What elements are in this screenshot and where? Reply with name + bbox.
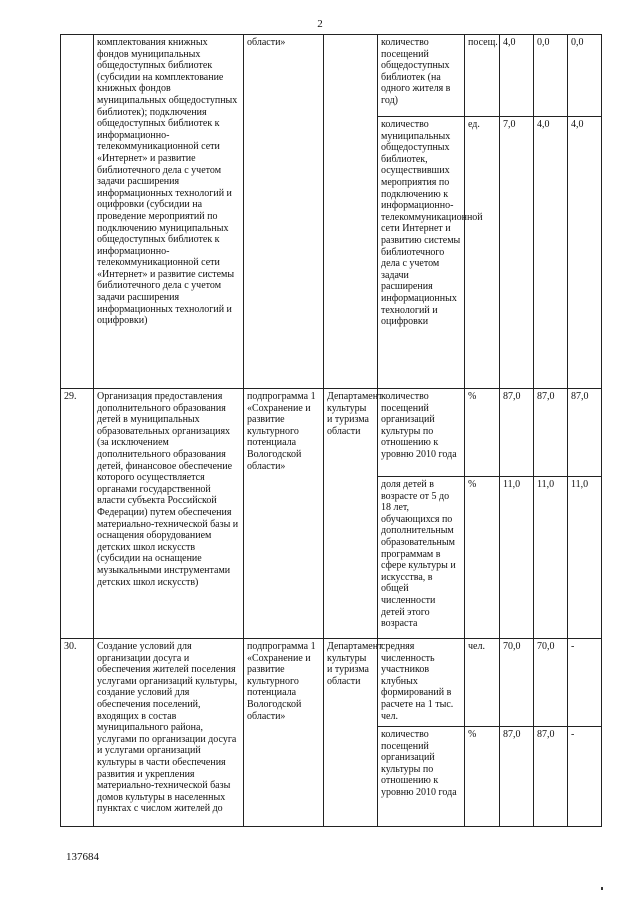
indicator-value-1: 7,0 <box>500 117 534 389</box>
indicator-unit: ед. <box>465 117 500 389</box>
subprogram: подпрограмма 1 «Сохранение и развитие культурного потенциала Вологодской области» <box>244 389 324 639</box>
indicator-value-3: 11,0 <box>568 477 602 639</box>
indicator-unit: посещ. <box>465 35 500 117</box>
indicator-value-3: 87,0 <box>568 389 602 477</box>
indicator-value-1: 4,0 <box>500 35 534 117</box>
row-number <box>61 35 94 389</box>
executor <box>324 35 378 389</box>
indicator-value-3: 0,0 <box>568 35 602 117</box>
indicator-value-1: 70,0 <box>500 639 534 727</box>
row-number: 29. <box>61 389 94 639</box>
scan-mark <box>601 887 603 890</box>
indicator-unit: % <box>465 727 500 827</box>
indicator-value-2: 87,0 <box>534 727 568 827</box>
event-name: комплектования книжных фондов муниципальных общедоступных библиотек (субсидии на комплектование книжных фондов муниципальных общедоступных библиотек); подключения общедоступных библиотек к информационно-телекоммуникационной сети «Интернет» и развитие библиотечного дела с учетом задачи расширения информационных технологий и оцифровки (субсидии на проведение мероприятий по подключению муниципальных общедоступных библиотек к информационно-телекоммуникационной сети «Интернет» и развитие системы библиотечного дела с учетом задачи расширения информационных технологий и оцифровки) <box>94 35 244 389</box>
indicator-unit: чел. <box>465 639 500 727</box>
indicator-value-2: 4,0 <box>534 117 568 389</box>
table-row <box>61 35 602 117</box>
executor: Департамент культуры и туризма области <box>324 639 378 827</box>
program-table <box>60 34 602 827</box>
subprogram: подпрограмма 1 «Сохранение и развитие культурного потенциала Вологодской области» <box>244 639 324 827</box>
indicator-value-2: 0,0 <box>534 35 568 117</box>
executor: Департамент культуры и туризма области <box>324 389 378 639</box>
document-id: 137684 <box>66 851 99 863</box>
indicator-value-1: 11,0 <box>500 477 534 639</box>
indicator-value-2: 11,0 <box>534 477 568 639</box>
event-name: Организация предоставления дополнительного образования детей в муниципальных образовательных организациях (за исключением дополнительного образования детей, финансовое обеспечение которого осуществляется органами государственной власти субъекта Российской Федерации) путем обеспечения материально-технической базы и оснащения оборудованием детских школ искусств (субсидии на оснащение музыкальными инструментами детских школ искусств) <box>94 389 244 639</box>
indicator-name: количество посещений организаций культуры по отношению к уровню 2010 года <box>378 389 465 477</box>
indicator-value-2: 70,0 <box>534 639 568 727</box>
indicator-name: средняя численность участников клубных формирований в расчете на 1 тыс. чел. <box>378 639 465 727</box>
indicator-name: доля детей в возрасте от 5 до 18 лет, обучающихся по дополнительным образовательным программам в сфере культуры и искусства, в общей численности детей этого возраста <box>378 477 465 639</box>
indicator-value-3: - <box>568 727 602 827</box>
indicator-value-2: 87,0 <box>534 389 568 477</box>
indicator-unit: % <box>465 389 500 477</box>
subprogram: области» <box>244 35 324 389</box>
indicator-unit: % <box>465 477 500 639</box>
indicator-value-3: 4,0 <box>568 117 602 389</box>
indicator-name: количество посещений общедоступных библиотек (на одного жителя в год) <box>378 35 465 117</box>
event-name: Создание условий для организации досуга и обеспечения жителей поселения услугами организаций культуры, создание условий для обеспечения поселений, входящих в состав муниципального района, услугами по организации досуга и услугами организаций культуры в части обеспечения развития и укрепления материально-технической базы домов культуры в населенных пунктах с числом жителей до <box>94 639 244 827</box>
page-number: 2 <box>317 18 323 30</box>
table-row <box>61 389 602 477</box>
row-number: 30. <box>61 639 94 827</box>
indicator-name: количество муниципальных общедоступных библиотек, осуществивших мероприятия по подключению к информационно-телекоммуникационной сети Интернет и развитию системы библиотечного дела с учетом задачи расширения информационных технологий и оцифровки <box>378 117 465 389</box>
indicator-value-3: - <box>568 639 602 727</box>
table-row <box>61 639 602 727</box>
indicator-value-1: 87,0 <box>500 727 534 827</box>
indicator-value-1: 87,0 <box>500 389 534 477</box>
indicator-name: количество посещений организаций культуры по отношению к уровню 2010 года <box>378 727 465 827</box>
